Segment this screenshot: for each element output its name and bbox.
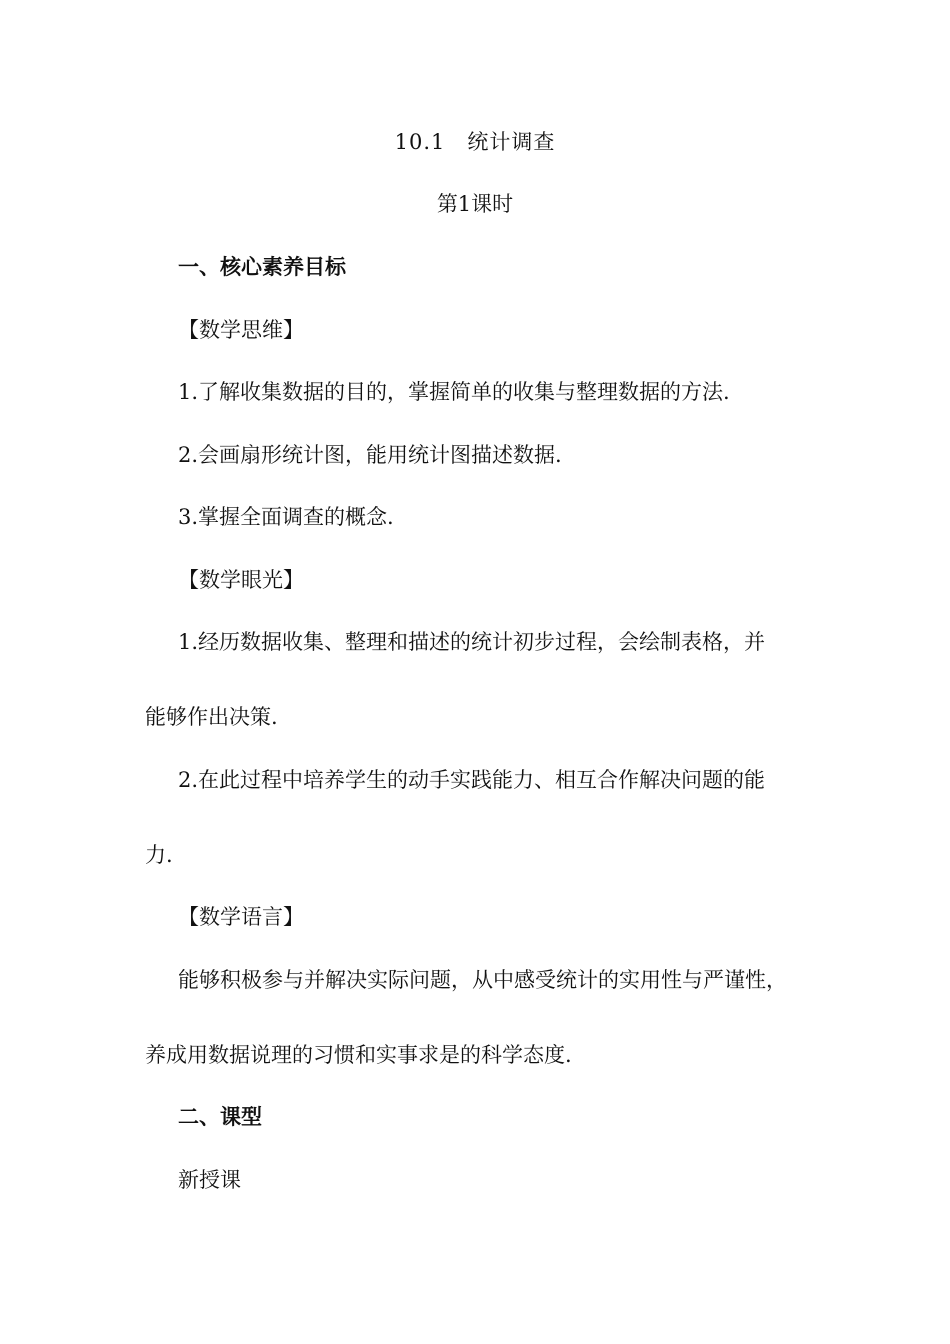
section2-heading: 二、课型	[178, 1105, 262, 1129]
lesson-title	[0, 128, 950, 156]
thinking-item-3: 3.掌握全面调查的概念.	[178, 505, 394, 529]
vision-item-2-line-2: 力.	[145, 843, 173, 867]
vision-item-2-line-1: 2.在此过程中培养学生的动手实践能力、相互合作解决问题的能	[178, 768, 766, 792]
vision-label: 【数学眼光】	[178, 568, 304, 592]
thinking-item-2: 2.会画扇形统计图，能用统计图描述数据.	[178, 443, 562, 467]
language-line-2: 养成用数据说理的习惯和实事求是的科学态度.	[145, 1043, 572, 1067]
vision-item-1-line-2: 能够作出决策.	[145, 705, 278, 729]
lesson-subtitle: 第1课时	[436, 192, 514, 216]
section1-heading: 一、核心素养目标	[178, 255, 346, 279]
thinking-item-1: 1.了解收集数据的目的，掌握简单的收集与整理数据的方法.	[178, 380, 730, 404]
language-label: 【数学语言】	[178, 905, 304, 929]
lesson-number: 10.1	[394, 130, 446, 154]
thinking-label: 【数学思维】	[178, 318, 304, 342]
course-type-content: 新授课	[178, 1168, 241, 1192]
lesson-name: 统计调查	[467, 130, 556, 154]
vision-item-1-line-1: 1.经历数据收集、整理和描述的统计初步过程，会绘制表格，并	[178, 630, 766, 654]
language-line-1: 能够积极参与并解决实际问题，从中感受统计的实用性与严谨性，	[178, 968, 787, 992]
